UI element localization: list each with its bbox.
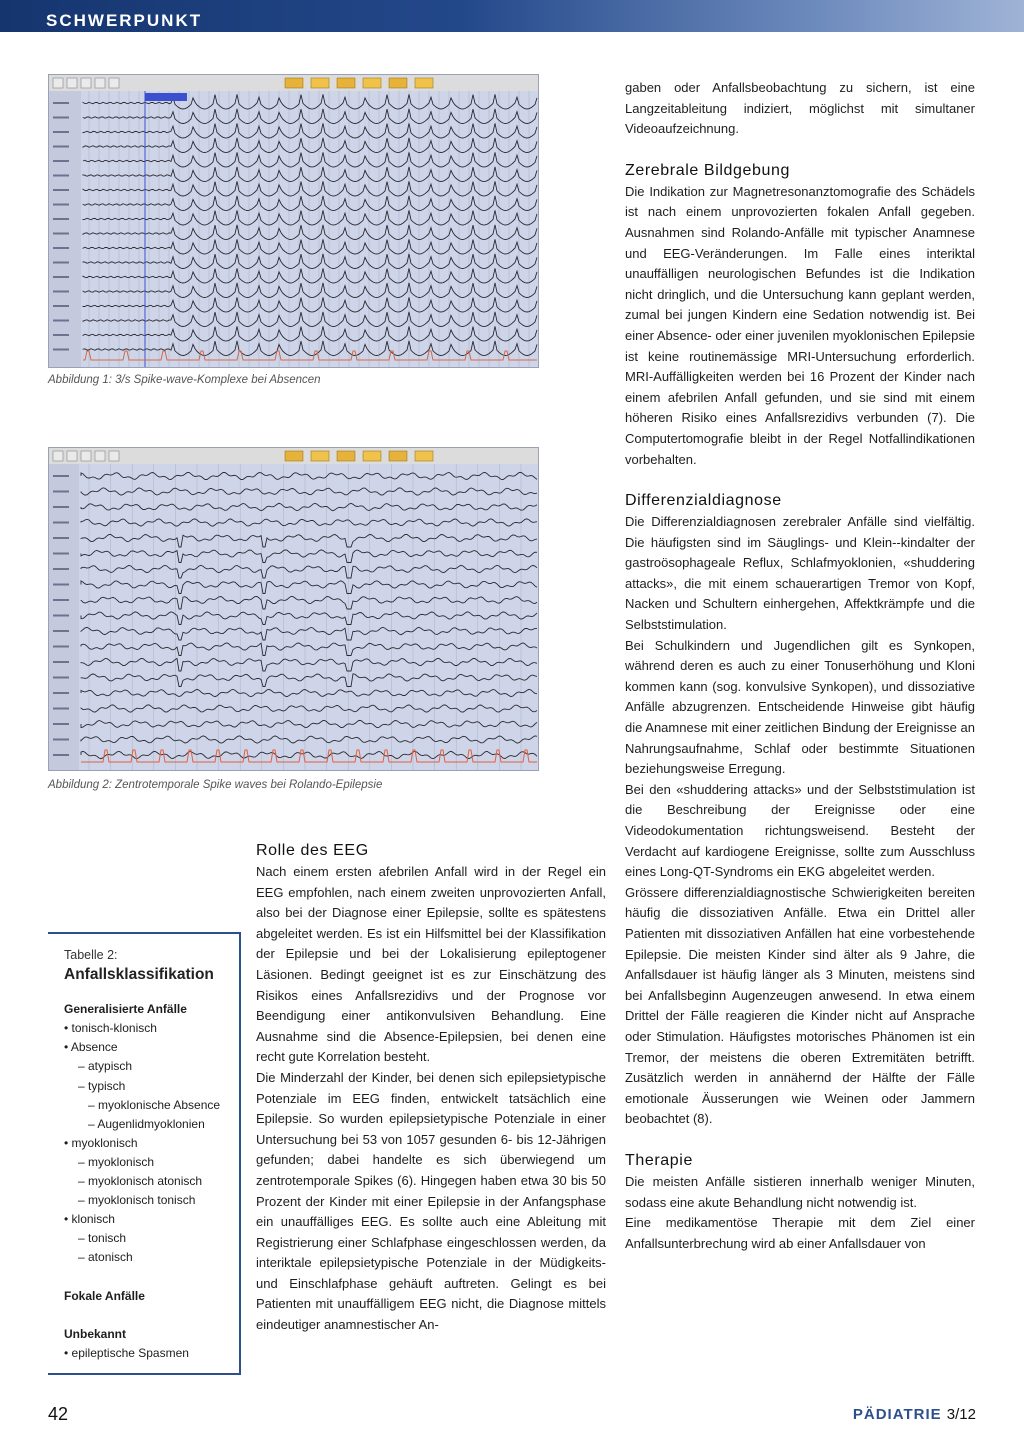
table-item: – myoklonisch atonisch [78,1174,203,1189]
paragraph: gaben oder Anfallsbeobachtung zu sichern, ist eine Langzeitableitung indiziert, möglichst mit simultaner Videoaufzeichnung. [625,80,975,137]
table-item: – tonisch [78,1231,127,1246]
table-body [64,1000,239,1363]
table-item: • epileptische Spasmen [64,1345,189,1360]
table-item: • tonisch-klonisch [64,1021,157,1036]
table-item: – typisch [78,1078,126,1093]
eeg-figure-1 [48,74,539,368]
figure-caption-2: Abbildung 2: Zentrotemporale Spike waves bei Rolando-Epilepsie [48,779,383,791]
heading-therapie: Therapie [625,1151,693,1169]
paragraph: Die Differenzialdiagnosen zerebraler Anfälle sind vielfältig. Die häufigsten sind im Säuglings- und Klein-‑kindalter der gastroösophageale Reflux, Schlafmyoklonien, «shuddering attacks», die mit einem schauerartigen Tremor von Kopf, Nacken und Schultern einhergehen, Affektkrämpfe und die Selbststimulation. [625,514,975,633]
page-number: 42 [48,1404,69,1424]
eeg-trace-image-2 [49,448,538,770]
table-title: Anfallsklassifikation [64,966,214,984]
table-item: – myoklonisch [78,1154,155,1169]
table-item: • Absence [64,1040,118,1055]
table-item: – myoklonische Absence [88,1097,221,1112]
magazine-title: PÄDIATRIE [852,1406,942,1423]
paragraph: Die meisten Anfälle sistieren innerhalb weniger Minuten, sodass eine akute Behandlung nicht notwendig ist. [625,1173,975,1210]
heading-rolle-des-eeg: Rolle des EEG [256,842,369,859]
table-item: – Augenlidmyoklonien [88,1116,205,1131]
table-item: – myoklonisch tonisch [78,1193,196,1208]
eeg-trace-image-1 [49,75,538,367]
paragraph: Bei den «shuddering attacks» und der Selbststimulation ist die Beschreibung der Ereignisse oder eine Videodokumentation richtungsweisend. Besteht der Verdacht auf kardiogene Ereignisse, sollte zum Ausschluss eines Long-QT-Syndroms ein EKG abgeleitet werden. [625,781,975,880]
table-item: – atypisch [78,1059,133,1074]
magazine-name [853,1406,976,1423]
paragraph: Nach einem ersten afebrilen Anfall wird in der Regel ein EEG empfohlen, nach einem zweiten unprovozierten Anfall, also bei der Diagnose einer Epilepsie, sollte es spätestens abgeleitet werden. Es ist ein Hilfsmittel bei der Klassifikation der Epilepsie und bei der Lokalisierung epileptogener Läsionen. Bedingt geeignet ist es zur Einschätzung des Risikos eines Anfallsrezidivs und der Prognose vor Beendigung einer antikonvulsiven Behandlung. Eine Ausnahme sind die Absence-Epilepsien, bei denen eine recht gute Korrelation besteht. [256,864,606,1065]
section-title: SCHWERPUNKT [46,11,203,30]
table-group-heading: Fokale Anfälle [64,1288,145,1303]
table-group-heading: Unbekannt [64,1326,127,1341]
paragraph: Eine medikamentöse Therapie mit dem Ziel einer Anfallsunterbrechung wird ab einer Anfallsdauer von [625,1215,975,1251]
heading-zerebrale-bildgebung: Zerebrale Bildgebung [625,161,790,179]
table-item: • klonisch [64,1212,115,1227]
table-item: • myoklonisch [64,1135,138,1150]
middle-column [256,840,606,1336]
section-header-bar [0,0,1024,32]
paragraph: Grössere differenzialdiagnostische Schwierigkeiten bereiten häufig die dissoziativen Anfälle. Etwa ein Drittel aller Patienten mit dissoziativen Anfällen hat eine vorbestehende Epilepsie. Die meisten Kinder sind älter als 9 Jahre, die Anfallsdauer ist häufig länger als 3 Minuten, meistens sind bei Anfallsbeginn Augenzeugen anwesend. In etwa einem Drittel der Fälle reagieren die Kinder nicht auf Ansprache oder Stimulation. Häufigstes motorisches Phänomen ist ein Tremor, der meistens die oberen Extremitäten betrifft. Zusätzlich werden in annähernd der Hälfte der Fälle emotionale Äusserungen wie Weinen oder Jammern beobachtet (8). [625,884,975,1127]
classification-table [48,932,241,1375]
figure-caption-1: Abbildung 1: 3/s Spike-wave-Komplexe bei Absencen [48,374,321,386]
paragraph: Bei Schulkindern und Jugendlichen gilt es Synkopen, während deren es auch zu einer Tonuserhöhung und Kloni kommen kann (sog. konvulsive Synkopen), und dissoziative Anfälle abzugrenzen. Entscheidende Hinweise gibt häufig die Anamnese mit einer zeitlichen Bindung der Ereignisse an Nahrungsaufnahme, Schlaf oder bestimmte Situationen beziehungsweise Erregung. [625,637,975,777]
paragraph: Die Indikation zur Magnetresonanztomografie des Schädels ist nach einem unprovozierten fokalen Anfall gegeben. Ausnahmen sind Rolando-Anfälle mit typischer Anamnese und EEG-Veränderungen. Im Falle eines interiktal unauffälligen neurologischen Befundes ist die Indikation nicht dringlich, und die Untersuchung kann geplant werden, zumal bei jungen Kindern eine Sedation notwendig ist. Bei einer Absence- oder einer juvenilen myoklonischen Epilepsie ist keine routinemässige MRI-Untersuchung erforderlich. MRI-Auffälligkeiten werden bei 16 Prozent der Kinder nach einem afebrilen Anfall gefunden, und sie sind mit einem höheren Risiko eines Anfallsrezidivs verbunden (7). Die Computertomografie bleibt in der Regel Notfallindikationen vorbehalten. [625,183,975,467]
eeg-figure-2 [48,447,539,771]
table-label: Tabelle 2: [64,948,118,962]
right-column [625,78,975,1254]
table-item: – atonisch [78,1250,133,1265]
heading-differenzialdiagnose: Differenzialdiagnose [625,492,782,510]
paragraph: Die Minderzahl der Kinder, bei denen sich epilepsietypische Potenziale im EEG finden, entwickelt tatsächlich eine Epilepsie. So wurden epilepsietypische Potenziale in einer Untersuchung bei 53 von 1057 gesunden 6- bis 12-Jährigen gefunden; dabei handelte es sich überwiegend um zentrotemporale Spikes (6). Hingegen haben etwa 30 bis 50 Prozent der Kinder mit einer Epilepsie in der Anfangsphase ein unauffälliges EEG. Es sollte auch eine Ableitung mit Registrierung einer Schlafphase eingeschlossen werden, da interiktale epilepsietypische Potenziale in der Müdigkeits- und Einschlafphase gehäuft auftreten. Gelingt es bei Patienten mit unauffälligem EEG nicht, die Diagnose mittels eindeutiger anamnestischer An- [256,1069,606,1333]
issue-number: 3/12 [946,1406,976,1423]
table-group-heading: Generalisierte Anfälle [64,1002,187,1017]
